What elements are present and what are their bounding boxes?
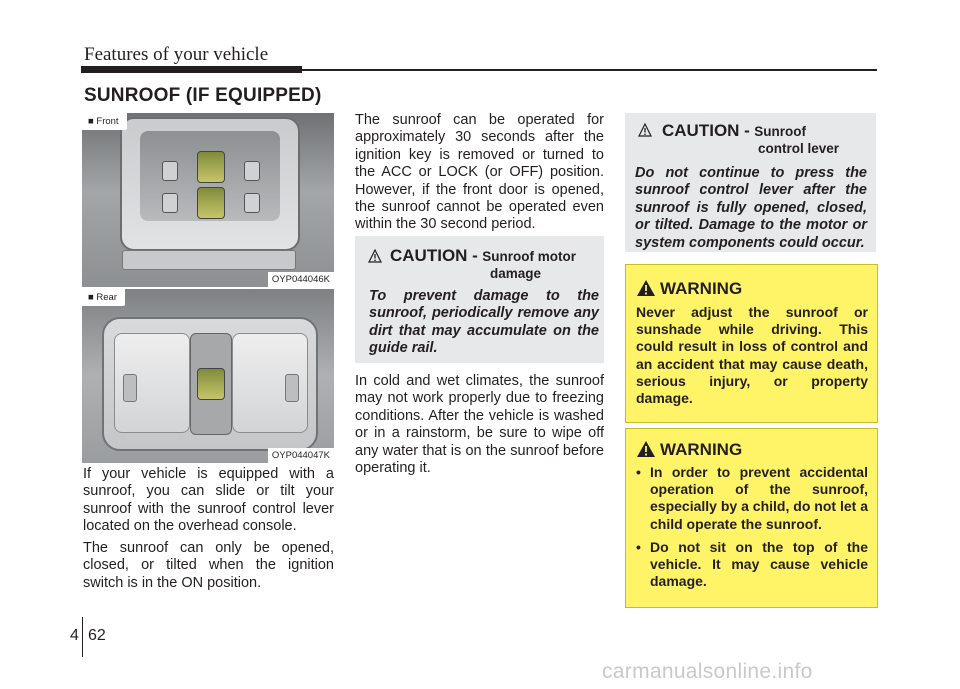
warning-item: • In order to prevent accidental operation of the sunroof, especially by a child, do not let a child operate the sunroof. — [629, 464, 868, 533]
front-console-photo — [82, 113, 334, 287]
running-header: Features of your vehicle — [84, 44, 269, 65]
overhead-console-shape — [120, 117, 300, 251]
caution-box — [625, 113, 876, 252]
warning-list — [629, 464, 868, 596]
warning-text: Never adjust the sunroof or sunshade while driving. This could result in loss of control and an accident that may cause death, serious injury, or property damage. — [636, 304, 868, 407]
warning-label: WARNING — [660, 279, 743, 298]
chapter-number: 4 — [70, 627, 79, 644]
warning-triangle-icon — [636, 279, 656, 297]
sunroof-tilt-lever — [197, 151, 225, 183]
warning-label: WARNING — [660, 440, 743, 459]
warning-box — [625, 428, 878, 608]
warning-item: • Do not sit on the top of the vehicle. It may cause vehicle damage. — [629, 539, 868, 591]
caution-text: To prevent damage to the sunroof, periodically remove any dirt that may accumulate on the guide rail. — [369, 288, 599, 357]
rear-console-shape — [102, 317, 318, 451]
figure-label: ■ Front — [82, 113, 127, 130]
warning-box — [625, 264, 878, 423]
footer-divider — [82, 617, 83, 657]
section-title: SUNROOF (IF EQUIPPED) — [84, 85, 322, 106]
room-lamp — [114, 333, 190, 433]
body-paragraph: The sunroof can only be opened, closed, or tilted when the ignition switch is in the ON position. — [83, 540, 334, 591]
warning-triangle-icon — [636, 440, 656, 458]
caution-triangle-icon — [368, 249, 382, 263]
caution-label: CAUTION - — [662, 121, 750, 140]
map-lamp-button — [162, 161, 178, 181]
header-rule — [302, 69, 877, 71]
rear-console-photo — [82, 289, 334, 463]
figure-label: ■ Rear — [82, 289, 125, 306]
caution-label: CAUTION - — [390, 246, 478, 265]
watermark: carmanualsonline.info — [602, 660, 813, 683]
body-paragraph: In cold and wet climates, the sunroof may not work properly due to freezing conditions. After the vehicle is washed or in a rainstorm, be sure to wipe off any water that is on the sunroof before operating it. — [355, 373, 604, 477]
caution-subject: control lever — [758, 141, 840, 156]
caution-text: Do not continue to press the sunroof control lever after the sunroof is fully opened, closed, or tilted. Damage to the motor or system components could occur. — [635, 165, 867, 251]
caution-box — [355, 236, 604, 363]
figure-code: OYP044047K — [268, 448, 334, 463]
page-number: 62 — [88, 627, 106, 644]
sunroof-control-lever — [197, 368, 225, 400]
figure-code: OYP044046K — [268, 272, 334, 287]
body-paragraph: If your vehicle is equipped with a sunroof, you can slide or tilt your sunroof with the sunroof control lever located on the overhead console. — [83, 466, 334, 535]
caution-triangle-icon — [638, 123, 652, 137]
header-bar — [81, 66, 302, 73]
rear-switch-panel — [190, 333, 232, 435]
map-lamp-button — [244, 161, 260, 181]
sunroof-slide-lever — [197, 187, 225, 219]
room-lamp — [232, 333, 308, 433]
caution-subject: damage — [490, 266, 542, 281]
caution-subject: Sunroof — [754, 124, 807, 139]
caution-subject: Sunroof motor — [482, 249, 577, 264]
sunglass-holder — [122, 250, 296, 270]
body-paragraph: The sunroof can be operated for approximately 30 seconds after the ignition key is removed or turned to the ACC or LOCK (or OFF) position. However, if the front door is opened, the sunroof cannot be operated even within the 30 second period. — [355, 112, 604, 233]
